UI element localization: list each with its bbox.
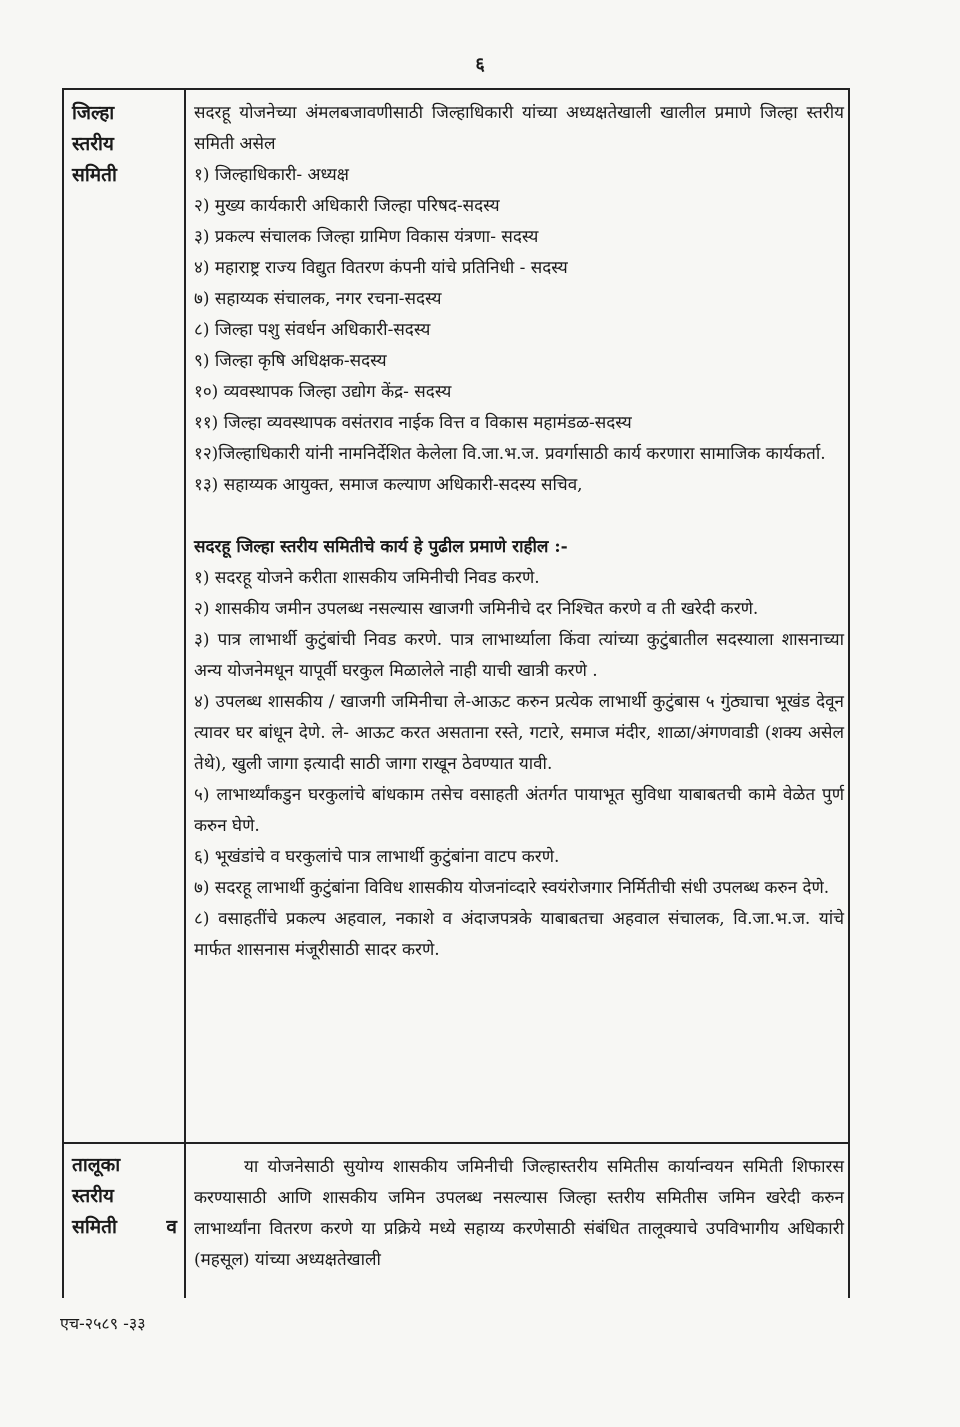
footer-code: एच-२५८९ -३३ xyxy=(60,1314,146,1333)
committee-table xyxy=(62,88,850,1298)
label-line: स्तरीय xyxy=(72,133,114,155)
function-item: ६) भूखंडांचे व घरकुलांचे पात्र लाभार्थी कुटुंबांना वाटप करणे. xyxy=(194,847,560,867)
member-item: १०) व्यवस्थापक जिल्हा उद्योग केंद्र- सदस्य xyxy=(194,382,452,402)
committee-intro: सदरहू योजनेच्या अंमलबजावणीसाठी जिल्हाधिकारी यांच्या अध्यक्षतेखाली खालील प्रमाणे जिल्हा स्तरीय समिती असेल xyxy=(194,103,844,154)
function-item: ४) उपलब्ध शासकीय / खाजगी जमिनीचा ले-आऊट करुन प्रत्येक लाभार्थी कुटुंबास ५ गुंठ्याचा भूखंड देवून त्यावर घर बांधून देणे. ले- आऊट करत असताना रस्ते, गटारे, समाज मंदीर, शाळा/अंगणवाडी (शक्य असेल तेथे), खुली जागा इत्यादी साठी जागा राखून ठेवण्यात यावी. xyxy=(194,692,844,774)
taluka-committee-label xyxy=(72,1150,177,1243)
member-item: ११) जिल्हा व्यवस्थापक वसंतराव नाईक वित्त व विकास महामंडळ-सदस्य xyxy=(194,413,632,433)
member-item: ४) महाराष्ट्र राज्य विद्युत वितरण कंपनी यांचे प्रतिनिधी - सदस्य xyxy=(194,258,568,278)
function-item: ८) वसाहतींचे प्रकल्प अहवाल, नकाशे व अंदाजपत्रके याबाबतचा अहवाल संचालक, वि.जा.भ.ज. यांचे मार्फत शासनास मंजूरीसाठी सादर करणे. xyxy=(194,909,844,960)
page-number: ६ xyxy=(475,54,485,75)
member-item: १३) सहाय्यक आयुक्त, समाज कल्याण अधिकारी-सदस्य सचिव, xyxy=(194,475,583,495)
member-item: ९) जिल्हा कृषि अधिक्षक-सदस्य xyxy=(194,351,387,371)
district-committee-label xyxy=(72,98,177,191)
taluka-paragraph: या योजनेसाठी सुयोग्य शासकीय जमिनीची जिल्हास्तरीय समितीस कार्यान्वयन समिती शिफारस करण्यासाठी आणि शासकीय जमिन उपलब्ध नसल्यास जिल्हा स्तरीय समितीस जमिन खरेदी करुन लाभार्थ्यांना वितरण करणे या प्रक्रिये मध्ये सहाय्य करणेसाठी संबंधित तालूक्याचे उपविभागीय अधिकारी (महसूल) यांच्या अध्यक्षतेखाली xyxy=(194,1157,844,1270)
label-text: समिती xyxy=(72,1216,117,1238)
functions-heading: सदरहू जिल्हा स्तरीय समितीचे कार्य हे पुढील प्रमाणे राहील :- xyxy=(194,537,568,557)
label-suffix: व xyxy=(166,1216,177,1238)
member-item: २) मुख्य कार्यकारी अधिकारी जिल्हा परिषद-सदस्य xyxy=(194,196,500,216)
function-item: २) शासकीय जमीन उपलब्ध नसल्यास खाजगी जमिनीचे दर निश्चित करणे व ती खरेदी करणे. xyxy=(194,599,759,619)
member-item: ७) सहाय्यक संचालक, नगर रचना-सदस्य xyxy=(194,289,442,309)
taluka-committee-content xyxy=(194,1152,844,1276)
member-item: १२)जिल्हाधिकारी यांनी नामनिर्देशित केलेला वि.जा.भ.ज. प्रवर्गासाठी कार्य करणारा सामाजिक कार्यकर्ता. xyxy=(194,444,826,464)
label-line xyxy=(72,1212,177,1243)
label-line: स्तरीय xyxy=(72,1185,114,1207)
function-item: ७) सदरहू लाभार्थी कुटुंबांना विविध शासकीय योजनांव्दारे स्वयंरोजगार निर्मितीची संधी उपलब्ध करुन देणे. xyxy=(194,878,830,898)
label-line: जिल्हा xyxy=(72,102,115,124)
district-committee-content xyxy=(194,98,844,966)
function-item: १) सदरहू योजने करीता शासकीय जमिनीची निवड करणे. xyxy=(194,568,540,588)
column-divider xyxy=(184,90,186,1298)
member-item: १) जिल्हाधिकारी- अध्यक्ष xyxy=(194,165,349,185)
member-item: ८) जिल्हा पशु संवर्धन अधिकारी-सदस्य xyxy=(194,320,431,340)
row-divider xyxy=(64,1142,848,1144)
member-item: ३) प्रकल्प संचालक जिल्हा ग्रामिण विकास यंत्रणा- सदस्य xyxy=(194,227,539,247)
function-item: ५) लाभार्थ्यांकडुन घरकुलांचे बांधकाम तसेच वसाहती अंतर्गत पायाभूत सुविधा याबाबतची कामे वेळेत पुर्ण करुन घेणे. xyxy=(194,785,844,836)
label-line: तालूका xyxy=(72,1154,121,1176)
function-item: ३) पात्र लाभार्थी कुटुंबांची निवड करणे. पात्र लाभार्थ्याला किंवा त्यांच्या कुटुंबातील सदस्याला शासनाच्या अन्य योजनेमधून यापूर्वी घरकुल मिळालेले नाही याची खात्री करणे . xyxy=(194,630,844,681)
label-line: समिती xyxy=(72,164,117,186)
